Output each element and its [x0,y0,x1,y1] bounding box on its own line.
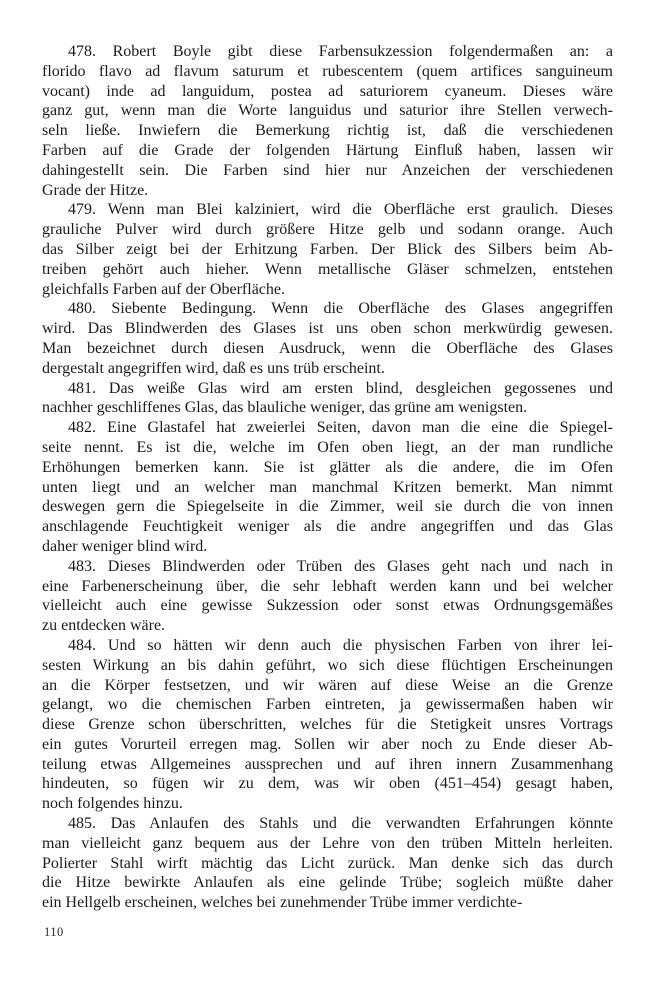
text-line: Farben auf die Grade der folgenden Härtung Einfluß haben, lassen wir [42,141,613,159]
text-line: die Hitze bewirkte Anlaufen als eine gelinde Trübe; sogleich müßte daher [42,874,613,892]
paragraph-480 [42,299,613,378]
paragraph-484 [42,636,613,814]
text-line: unten liegt und an welcher man manchmal Kritzen bemerkt. Man nimmt [42,478,613,496]
text-line: eine Farbenerscheinung über, die sehr lebhaft werden kann und bei welcher [42,577,613,595]
text-line: deswegen gern die Spiegelseite in die Zimmer, weil sie durch die von innen [42,498,613,516]
page-number: 110 [44,925,64,939]
text-line: 483. Dieses Blindwerden oder Trüben des Glases geht nach und nach in [68,557,613,575]
text-line: hindeuten, so fügen wir zu dem, was wir oben (451–454) gesagt haben, [42,775,613,793]
text-line: grauliche Pulver wird durch größere Hitze gelb und sodann orange. Auch [42,221,613,239]
text-line: daher weniger blind wird. [42,537,208,555]
paragraph-483 [42,557,613,636]
text-line: 481. Das weiße Glas wird am ersten blind, desgleichen gegossenes und [68,379,613,397]
text-line: Man bezeichnet durch diesen Ausdruck, wenn die Oberfläche des Glases [42,339,613,357]
paragraph-479 [42,200,613,299]
text-line: vielleicht auch eine gewisse Sukzession oder sonst etwas Ordnungsgemäßes [42,597,613,615]
text-line: Polierter Stahl wirft mächtig das Licht zurück. Man denke sich das durch [42,854,613,872]
text-line: seln ließe. Inwiefern die Bemerkung richtig ist, daß die verschiedenen [42,122,613,140]
text-line: noch folgendes hinzu. [42,795,183,813]
text-line: ein Hellgelb erscheinen, welches bei zunehmender Trübe immer verdichte- [42,894,523,912]
paragraph-482 [42,418,613,557]
text-line: an die Körper festsetzen, und wir wären auf diese Weise an die Grenze [42,676,613,694]
text-line: 485. Das Anlaufen des Stahls und die verwandten Erfahrungen könnte [68,815,613,833]
text-line: 482. Eine Glastafel hat zweierlei Seiten, davon man die eine die Spiegel- [68,419,613,437]
text-block [42,42,613,913]
text-line: vocant) inde ad languidum, postea ad saturiorem cyaneum. Dieses wäre [42,82,613,100]
text-line: teilung etwas Allgemeines aussprechen und auf ihren innern Zusammenhang [42,755,613,773]
text-line: nachher geschliffenes Glas, das blauliche weniger, das grüne am wenigsten. [42,399,528,417]
paragraph-481 [42,379,613,419]
text-line: das Silber zeigt bei der Erhitzung Farben. Der Blick des Silbers beim Ab- [42,240,613,258]
text-line: diese Grenze schon überschritten, welches für die Stetigkeit unsres Vortrags [42,716,613,734]
text-line: gleichfalls Farben auf der Oberfläche. [42,280,285,298]
paragraph-485 [42,814,613,913]
text-line: 478. Robert Boyle gibt diese Farbensukzession folgendermaßen an: a [68,43,613,60]
text-line: Erhöhungen bemerken kann. Sie ist glätter als die andere, die im Ofen [42,458,613,476]
text-line: Grade der Hitze. [42,181,149,199]
text-line: 484. Und so hätten wir denn auch die physischen Farben von ihrer lei- [68,636,613,654]
text-line: wird. Das Blindwerden des Glases ist uns oben schon merkwürdig gewesen. [42,320,613,338]
text-line: anschlagende Feuchtigkeit weniger als die andre angegriffen und das Glas [42,518,613,536]
text-line: 480. Siebente Bedingung. Wenn die Oberfläche des Glases angegriffen [68,300,613,318]
text-line: gelangt, wo die chemischen Farben eintreten, ja gewissermaßen haben wir [42,696,613,714]
text-line: dergestalt angegriffen wird, daß es uns trüb erscheint. [42,359,385,377]
text-line: 479. Wenn man Blei kalziniert, wird die Oberfläche erst graulich. Dieses [68,201,613,219]
text-line: man vielleicht ganz bequem aus der Lehre von den trüben Mitteln herleiten. [42,834,613,852]
text-line: dahingestellt sein. Die Farben sind hier nur Anzeichen der verschiedenen [42,161,613,179]
text-line: treiben gehört auch hieher. Wenn metallische Gläser schmelzen, entstehen [42,260,613,278]
text-line: sesten Wirkung an bis dahin geführt, wo sich diese flüchtigen Erscheinungen [42,656,613,674]
text-line: florido flavo ad flavum saturum et rubescentem (quem artifices sanguineum [42,62,613,80]
text-line: zu entdecken wäre. [42,617,166,635]
text-line: ganz gut, wenn man die Worte languidus und saturior ihre Stellen verwech- [42,102,613,120]
text-line: seite nennt. Es ist die, welche im Ofen oben liegt, an der man rundliche [42,438,613,456]
paragraph-478 [42,42,613,200]
text-line: ein gutes Vorurteil erregen mag. Sollen wir aber noch zu Ende dieser Ab- [42,735,613,753]
